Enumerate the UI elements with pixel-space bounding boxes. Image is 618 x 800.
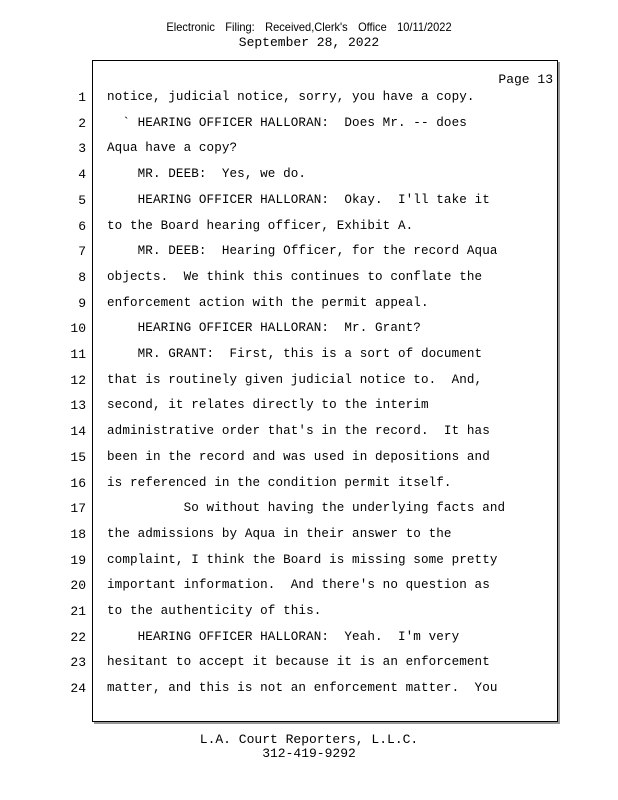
line-number: 2 <box>78 115 86 131</box>
transcript-line: enforcement action with the permit appeal. <box>107 295 429 310</box>
line-number: 15 <box>70 449 86 465</box>
transcript-line: administrative order that's in the record. It has <box>107 424 490 439</box>
transcript-line: the admissions by Aqua in their answer to the <box>107 526 452 541</box>
transcript-date: September 28, 2022 <box>238 35 380 50</box>
line-number: 7 <box>78 244 86 260</box>
line-number: 10 <box>70 321 86 337</box>
transcript-line: HEARING OFFICER HALLORAN: Yeah. I'm very <box>107 629 460 644</box>
reporter-phone: 312-419-9292 <box>262 746 356 761</box>
transcript-line: Aqua have a copy? <box>107 141 238 156</box>
transcript-line: ` HEARING OFFICER HALLORAN: Does Mr. -- does <box>107 115 467 130</box>
line-number: 20 <box>70 578 86 594</box>
line-number: 5 <box>78 192 86 208</box>
transcript-line: is referenced in the condition permit itself. <box>107 475 452 490</box>
line-number: 3 <box>78 141 86 157</box>
line-number: 24 <box>70 681 86 697</box>
transcript-line: HEARING OFFICER HALLORAN: Okay. I'll take it <box>107 192 490 207</box>
line-number: 12 <box>70 372 86 388</box>
transcript-line: to the authenticity of this. <box>107 604 322 618</box>
line-number: 13 <box>70 398 86 414</box>
line-number: 21 <box>70 604 86 619</box>
transcript-line: notice, judicial notice, sorry, you have a copy. <box>107 90 475 104</box>
line-number: 18 <box>70 526 86 542</box>
transcript-line: hesitant to accept it because it is an enforcement <box>107 655 490 670</box>
line-number: 14 <box>70 424 86 440</box>
transcript-line: So without having the underlying facts and <box>107 501 506 516</box>
filing-stamp: Electronic Filing: Received,Clerk's Office 10/11/2022 <box>166 20 452 34</box>
transcript-line: objects. We think this continues to conflate the <box>107 269 483 284</box>
line-number: 17 <box>70 501 86 517</box>
line-number: 9 <box>78 295 86 311</box>
transcript-line: that is routinely given judicial notice to. And, <box>107 372 483 387</box>
reporter-company: L.A. Court Reporters, L.L.C. <box>199 732 419 747</box>
line-number: 8 <box>78 269 86 285</box>
line-number: 23 <box>70 655 86 671</box>
transcript-line: second, it relates directly to the interim <box>107 398 429 413</box>
transcript-line: MR. DEEB: Hearing Officer, for the record Aqua <box>107 244 498 259</box>
transcript-line: matter, and this is not an enforcement matter. You <box>107 681 498 696</box>
page-number: Page 13 <box>498 72 553 87</box>
line-number: 4 <box>78 167 86 183</box>
transcript-line: complaint, I think the Board is missing some pretty <box>107 552 498 567</box>
transcript-line: MR. DEEB: Yes, we do. <box>107 167 307 182</box>
line-number: 1 <box>78 90 86 105</box>
transcript-line: HEARING OFFICER HALLORAN: Mr. Grant? <box>107 321 421 336</box>
transcript-line: MR. GRANT: First, this is a sort of document <box>107 347 483 361</box>
line-number: 11 <box>70 347 86 362</box>
transcript-line: been in the record and was used in depositions and <box>107 449 490 464</box>
transcript-line: to the Board hearing officer, Exhibit A. <box>107 218 414 233</box>
line-number: 6 <box>78 218 86 234</box>
line-number: 16 <box>70 475 86 491</box>
transcript-line: important information. And there's no question as <box>107 578 490 593</box>
line-number: 19 <box>70 552 86 568</box>
line-number: 22 <box>70 629 86 645</box>
